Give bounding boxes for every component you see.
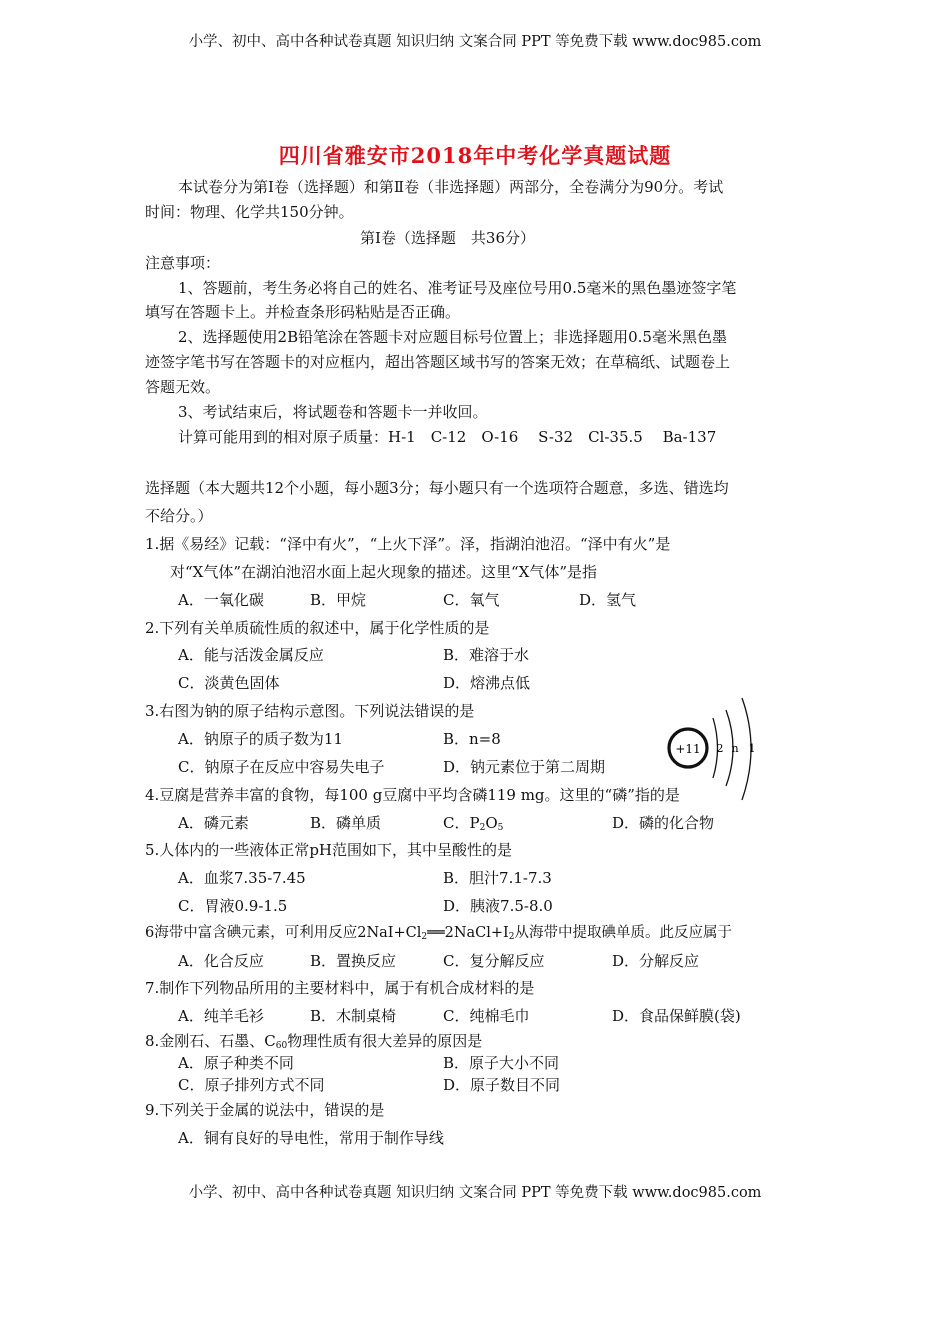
q5-option-c: C．胃液0.9-1.5	[178, 897, 288, 915]
page-header: 小学、初中、高中各种试卷真题 知识归纳 文案合同 PPT 等免费下载 www.doc985.com	[188, 34, 762, 50]
q6-option-a: A．化合反应	[178, 952, 264, 970]
notice-1a: 1、答题前，考生务必将自己的姓名、准考证号及座位号用0.5毫米的黑色墨迹签字笔	[178, 279, 737, 297]
q5-stem: 5.人体内的一些液体正常pH范围如下，其中呈酸性的是	[145, 841, 512, 859]
q2-stem: 2.下列有关单质硫性质的叙述中，属于化学性质的是	[145, 619, 490, 637]
notice-1b: 填写在答题卡上。并检查条形码粘贴是否正确。	[145, 303, 461, 321]
q4-option-b: B．磷单质	[310, 814, 382, 832]
q5-option-b: B．胆汁7.1-7.3	[443, 869, 552, 887]
q4-stem: 4.豆腐是营养丰富的食物，每100 g豆腐中平均含磷119 mg。这里的“磷”指的是	[145, 786, 680, 804]
q4-option-a: A．磷元素	[178, 814, 249, 832]
notice-heading: 注意事项：	[145, 254, 221, 272]
q3-stem: 3.右图为钠的原子结构示意图。下列说法错误的是	[145, 702, 475, 720]
q1-option-d: D．氢气	[579, 591, 637, 609]
q4-option-d: D．磷的化合物	[612, 814, 715, 832]
q8-option-c: C．原子排列方式不同	[178, 1076, 325, 1094]
q9-stem: 9.下列关于金属的说法中，错误的是	[145, 1101, 385, 1119]
sodium-atom-structure-diagram	[664, 696, 774, 806]
q1-option-a: A．一氧化碳	[178, 591, 264, 609]
q1-option-b: B．甲烷	[310, 591, 367, 609]
q8-stem: 8.金刚石、石墨、$C_{60}$物理性质有很大差异的原因是	[145, 1032, 483, 1051]
intro-line-2: 时间：物理、化学共150分钟。	[145, 203, 354, 221]
q7-option-c: C．纯棉毛巾	[443, 1007, 530, 1025]
q9-option-a: A．铜有良好的导电性，常用于制作导线	[178, 1129, 444, 1147]
shell-2-electrons: n	[731, 742, 739, 755]
notice-2c: 答题无效。	[145, 378, 221, 396]
shell-3-electrons: 1	[748, 742, 756, 755]
notice-2a: 2、选择题使用2B铅笔涂在答题卡对应题目标号位置上；非选择题用0.5毫米黑色墨	[178, 328, 727, 346]
q6-option-c: C．复分解反应	[443, 952, 545, 970]
q1-stem-a: 1.据《易经》记载：“泽中有火”，“上火下泽”。泽，指湖泊池沼。“泽中有火”是	[145, 535, 671, 553]
q6-option-b: B．置换反应	[310, 952, 397, 970]
notice-3: 3、考试结束后，将试题卷和答题卡一并收回。	[178, 403, 488, 421]
q8-option-d: D．原子数目不同	[443, 1076, 561, 1094]
nucleus-charge: +11	[675, 742, 701, 756]
choice-intro-b: 不给分。）	[145, 507, 213, 525]
q8-option-b: B．原子大小不同	[443, 1054, 560, 1072]
page-footer: 小学、初中、高中各种试卷真题 知识归纳 文案合同 PPT 等免费下载 www.doc985.com	[188, 1185, 762, 1201]
q6-option-d: D．分解反应	[612, 952, 700, 970]
q5-option-d: D．胰液7.5-8.0	[443, 897, 553, 915]
q7-option-a: A．纯羊毛衫	[178, 1007, 264, 1025]
q3-option-c: C．钠原子在反应中容易失电子	[178, 758, 385, 776]
q5-option-a: A．血浆7.35-7.45	[178, 869, 306, 887]
q2-option-c: C．淡黄色固体	[178, 674, 280, 692]
section-heading: 第Ⅰ卷（选择题 共36分）	[360, 229, 536, 247]
q3-option-d: D．钠元素位于第二周期	[443, 758, 606, 776]
q4-option-c: C．$P_2O_5$	[443, 814, 504, 833]
page-title: 四川省雅安市2018年中考化学真题试题	[278, 143, 672, 168]
q7-option-d: D．食品保鲜膜(袋)	[612, 1007, 741, 1025]
q3-option-b: B．n=8	[443, 730, 501, 748]
shell-1-electrons: 2	[716, 742, 724, 755]
notice-2b: 迹签字笔书写在答题卡的对应框内，超出答题区域书写的答案无效；在草稿纸、试题卷上	[145, 353, 731, 371]
q7-stem: 7.制作下列物品所用的主要材料中，属于有机合成材料的是	[145, 979, 535, 997]
q1-stem-b: 对“X气体”在湖泊池沼水面上起火现象的描述。这里“X气体”是指	[170, 563, 598, 581]
intro-line-1: 本试卷分为第Ⅰ卷（选择题）和第Ⅱ卷（非选择题）两部分，全卷满分为90分。考试	[178, 178, 724, 196]
q2-option-b: B．难溶于水	[443, 646, 530, 664]
q8-option-a: A．原子种类不同	[178, 1054, 294, 1072]
q6-stem: 6海带中富含碘元素，可利用反应$2NaI+Cl_2══2NaCl+I_2$从海带中提取碘单质。此反应属于	[145, 925, 733, 942]
choice-intro-a: 选择题（本大题共12个小题，每小题3分；每小题只有一个选项符合题意，多选、错选均	[145, 479, 729, 497]
q3-option-a: A．钠原子的质子数为11	[178, 730, 343, 748]
q1-option-c: C．氧气	[443, 591, 500, 609]
q7-option-b: B．木制桌椅	[310, 1007, 397, 1025]
q2-option-a: A．能与活泼金属反应	[178, 646, 324, 664]
q2-option-d: D．熔沸点低	[443, 674, 531, 692]
atomic-masses: 计算可能用到的相对原子质量：H-1 C-12 O-16 S-32 Cl-35.5 Ba-137	[178, 428, 717, 446]
